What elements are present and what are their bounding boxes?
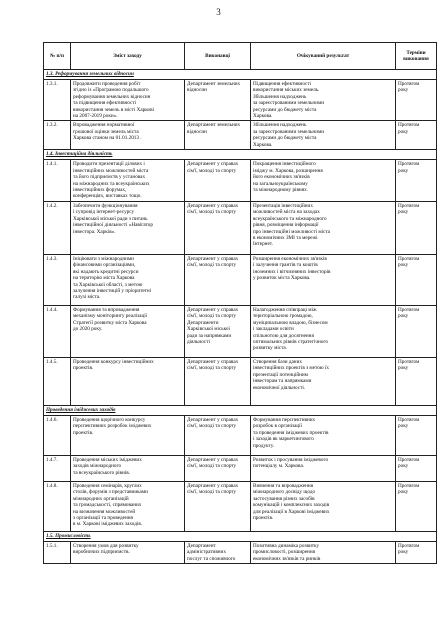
measure-text-line: перспективних розробок іміджевих xyxy=(73,423,152,430)
table-row xyxy=(44,305,437,357)
measure-text-cell xyxy=(71,455,185,481)
term-text-cell xyxy=(396,201,437,254)
result-text-line: проектів. xyxy=(253,514,274,521)
executors-text-line: сім'ї, молоді та спорту xyxy=(187,463,237,470)
measure-text-line: які надають кредитні ресурси xyxy=(73,268,139,275)
result-text-line: у розвиток міста Харкова. xyxy=(253,275,311,282)
executors-text-line: відносин xyxy=(187,128,207,135)
measure-text-line: Харкова станом на 01.01.2013 . xyxy=(73,135,142,142)
result-text-cell xyxy=(251,305,396,357)
measure-text-line: Харківської міської ради з питань xyxy=(73,215,148,222)
measure-text-line: столів, форумів з представниками xyxy=(73,489,148,496)
measure-text-line: Проведення конкурсу інвестиційних xyxy=(73,358,154,365)
term-text-line: Протягом xyxy=(398,358,420,365)
result-text-line: презентації потенційним xyxy=(253,371,308,378)
result-text-line: потенціалу м. Харкова. xyxy=(253,463,305,470)
section-title: 1.5. Промисловість xyxy=(44,531,437,541)
term-text-line: року xyxy=(398,128,409,135)
executors-text-line: сім'ї, молоді та спорту xyxy=(187,365,237,372)
term-text-line: Протягом xyxy=(398,456,420,463)
measure-text-line: та всеукраїнського рівнів. xyxy=(73,469,130,476)
measure-text-line: Забезпечити функціонування xyxy=(73,202,138,209)
result-text-line: муніципальною владою, бізнесом xyxy=(253,319,328,326)
page-number: 3 xyxy=(216,7,221,17)
measure-text-line: грошової оцінки земель міста xyxy=(73,128,139,135)
measure-text-line: Проведення щорічного конкурсу xyxy=(73,416,146,423)
executors-text-line: Департамент земельних xyxy=(187,81,241,87)
measure-text-line: та підвищення ефективності xyxy=(73,100,137,107)
result-text-line: Харкова. xyxy=(253,141,273,148)
table-row xyxy=(44,201,437,254)
measure-text-line: та громадськості, спрямованих xyxy=(73,502,142,509)
executors-text-line: Департамент у справах xyxy=(187,161,239,168)
executors-text-line: Департамент у справах xyxy=(187,358,239,365)
table-row xyxy=(44,121,437,150)
measure-text-line: до 2020 року. xyxy=(73,326,103,333)
measure-text-cell xyxy=(71,305,185,357)
result-text-line: можливостей міста на заходах xyxy=(253,209,320,216)
result-text-line: за зареєстрованими земельними xyxy=(253,100,325,107)
executors-text-cell xyxy=(185,415,251,455)
result-text-line: його економічних зв'язків xyxy=(253,174,310,181)
result-text-line: ресурсами до бюджету міста xyxy=(253,135,317,142)
result-text-cell xyxy=(251,254,396,305)
result-text-line: інвестиційних проектів з метою їх xyxy=(253,365,330,372)
executors-text-cell xyxy=(185,305,251,357)
measure-text-line: Продовжити проведення робіт xyxy=(73,81,141,87)
term-text-cell xyxy=(396,254,437,305)
term-text-line: року xyxy=(398,209,409,216)
executors-text-line: сім'ї, молоді та спорту xyxy=(187,209,237,216)
table-body xyxy=(44,70,437,564)
term-text-line: року xyxy=(398,463,409,470)
term-text-line: року xyxy=(398,87,409,94)
executors-text-line: ради за напрямками xyxy=(187,332,232,339)
result-text-cell xyxy=(251,481,396,531)
measure-text-line: Створення умов для розвитку xyxy=(73,542,139,549)
result-text-line: іноземних і вітчизняних інвесторів xyxy=(253,268,331,275)
result-text-line: Покращення інвестиційного xyxy=(253,161,316,168)
measure-text-cell xyxy=(71,357,185,405)
result-text-line: для реалізації в Харкові іміджевих xyxy=(253,508,330,515)
executors-text-line: Департамент у справах xyxy=(187,482,239,489)
executors-text-line: Департамент у справах xyxy=(187,456,239,463)
result-text-line: Харкова. xyxy=(253,113,273,120)
measure-text-line: та Харківської області, з метою xyxy=(73,281,143,288)
executors-text-line: Департамент у справах xyxy=(187,416,239,423)
result-text-line: Вивчення та впровадження xyxy=(253,482,314,489)
table-header-row xyxy=(44,43,437,70)
result-text-line: і залучення грантів та коштів xyxy=(253,262,318,269)
executors-text-line: Департамент у справах xyxy=(187,255,239,262)
result-text-cell xyxy=(251,415,396,455)
result-text-line: та проведення іміджевих проектів xyxy=(253,429,329,436)
row-number: 1.4.2. xyxy=(44,201,71,254)
result-text-line: застосування різних засобів xyxy=(253,495,315,502)
plan-table xyxy=(43,42,437,564)
measure-text-cell xyxy=(71,541,185,563)
term-text-cell xyxy=(396,481,437,531)
measure-text-line: конференціях, виставках тощо. xyxy=(73,193,142,200)
term-text-line: року xyxy=(398,423,409,430)
measure-text-cell xyxy=(71,481,185,531)
executors-text-line: Департамент земельних xyxy=(187,122,241,129)
result-text-cell xyxy=(251,121,396,150)
executors-text-cell xyxy=(185,201,251,254)
section-row xyxy=(44,150,437,160)
executors-text-line: Департаменти xyxy=(187,319,219,326)
header-number: № п/п xyxy=(44,43,71,70)
section-row xyxy=(44,70,437,80)
measure-text-line: використання земель в місті Харкові xyxy=(73,106,154,113)
result-text-line: Збільшення надходжень xyxy=(253,122,307,129)
measure-text-line: проектів. xyxy=(73,429,94,436)
result-text-line: територіальною громадою, xyxy=(253,313,313,320)
term-text-line: Протягом xyxy=(398,306,420,313)
result-text-cell xyxy=(251,541,396,563)
term-text-line: року xyxy=(398,549,409,556)
executors-text-cell xyxy=(185,254,251,305)
row-number: 1.3.1. xyxy=(44,80,71,121)
result-text-line: іміджу м. Харкова, розширення xyxy=(253,167,323,174)
result-text-line: міжнародного досвіду щодо xyxy=(253,489,316,496)
measure-text-line: з організації та проведення xyxy=(73,514,133,521)
table-row xyxy=(44,541,437,563)
result-text-line: Розвиток і просування іміджевого xyxy=(253,456,329,463)
row-number: 1.4.6. xyxy=(44,415,71,455)
term-text-line: Протягом xyxy=(398,122,420,129)
measure-text-line: згідно із «Програмою подальшого xyxy=(73,87,149,94)
measure-text-line: інвестиційних форумах, xyxy=(73,187,127,194)
result-text-line: і заходів як маркетингового xyxy=(253,436,314,443)
executors-text-line: сім'ї, молоді та спорту xyxy=(187,313,237,320)
executors-text-line: сім'ї, молоді та спорту xyxy=(187,423,237,430)
table-row xyxy=(44,160,437,201)
term-text-line: року xyxy=(398,489,409,496)
executors-text-line: Департамент xyxy=(187,542,216,549)
term-text-line: Протягом xyxy=(398,202,420,209)
result-text-line: Розширення економічних зв'язків xyxy=(253,255,327,262)
result-text-line: розробок в організації xyxy=(253,423,303,430)
term-text-line: Протягом xyxy=(398,161,420,168)
measure-text-line: Ініціювати з міжнародними xyxy=(73,255,134,262)
term-text-cell xyxy=(396,455,437,481)
executors-text-cell xyxy=(185,455,251,481)
row-number: 1.5.1. xyxy=(44,541,71,563)
section-title: Проведення іміджевих заходів xyxy=(44,405,437,415)
term-text-cell xyxy=(396,160,437,201)
result-text-line: інвесторам та напрямками xyxy=(253,378,312,385)
executors-text-cell xyxy=(185,541,251,563)
term-text-line: року xyxy=(398,313,409,320)
executors-text-cell xyxy=(185,357,251,405)
executors-text-line: сім'ї, молоді та спорту xyxy=(187,489,237,496)
header-term: Терміни виконання xyxy=(396,43,437,70)
term-text-cell xyxy=(396,80,437,121)
measure-text-line: міжнародних організацій xyxy=(73,495,129,502)
executors-text-cell xyxy=(185,481,251,531)
result-text-line: Формування перспективних xyxy=(253,416,316,423)
row-number: 1.4.8. xyxy=(44,481,71,531)
measure-text-line: Впровадження нормативної xyxy=(73,122,135,129)
executors-text-cell xyxy=(185,160,251,201)
result-text-line: економічної діяльності. xyxy=(253,384,306,391)
measure-text-line: реформування земельних відносин xyxy=(73,93,151,100)
section-row xyxy=(44,405,437,415)
executors-text-line: адміністративних xyxy=(187,549,226,556)
term-text-line: Протягом xyxy=(398,482,420,489)
measure-text-line: галузі міста. xyxy=(73,294,101,301)
table-row xyxy=(44,455,437,481)
section-title: 1.4. Інвестиційна діяльність xyxy=(44,150,437,160)
measure-text-line: залучення інвестицій у пріоритетні xyxy=(73,287,152,294)
result-text-cell xyxy=(251,160,396,201)
measure-text-line: Проведення семінарів, круглих xyxy=(73,482,142,489)
measure-text-cell xyxy=(71,80,185,121)
result-text-line: Налагодження співпраці між xyxy=(253,306,317,313)
executors-text-line: Департамент у справах xyxy=(187,202,239,209)
row-number: 1.4.4. xyxy=(44,305,71,357)
result-text-cell xyxy=(251,455,396,481)
table-row xyxy=(44,357,437,405)
measure-text-line: інвестиційних можливостей міста xyxy=(73,167,149,174)
measure-text-line: на територію міста Харкова xyxy=(73,275,135,282)
measure-text-line: інвестиційної діяльності «Навігатор xyxy=(73,222,153,229)
term-text-cell xyxy=(396,541,437,563)
term-text-cell xyxy=(396,357,437,405)
row-number: 1.4.1. xyxy=(44,160,71,201)
measure-text-cell xyxy=(71,254,185,305)
result-text-line: і закладами освіти xyxy=(253,326,294,333)
result-text-line: продукту. xyxy=(253,442,275,449)
measure-text-line: інвестора. Харків». xyxy=(73,228,116,235)
header-result: Очікуваний результат xyxy=(251,43,396,70)
measure-text-line: заходів міжнародного xyxy=(73,463,122,470)
result-text-line: Збільшення надходжень xyxy=(253,93,307,100)
result-text-line: Підвищення ефективності xyxy=(253,81,312,87)
result-text-line: на загальноукраїнському xyxy=(253,180,308,187)
result-text-line: використання міських земель. xyxy=(253,87,320,94)
result-text-line: за зареєстрованими земельними xyxy=(253,128,325,135)
term-text-line: року xyxy=(398,365,409,372)
result-text-cell xyxy=(251,201,396,254)
term-text-line: Протягом xyxy=(398,416,420,423)
measure-text-line: на міжнародних та всеукраїнських xyxy=(73,180,150,187)
executors-text-line: Харківської міської xyxy=(187,326,230,333)
result-text-line: всеукраїнського та міжнародного xyxy=(253,215,327,222)
executors-text-line: відносин xyxy=(187,87,207,94)
measure-text-line: та його підприємств у установах xyxy=(73,174,146,181)
header-executors: Виконавці xyxy=(185,43,251,70)
executors-text-line: сім'ї, молоді та спорту xyxy=(187,167,237,174)
result-text-line: комунікацій і комплексних заходів xyxy=(253,502,330,509)
row-number: 1.4.7. xyxy=(44,455,71,481)
executors-text-cell xyxy=(185,80,251,121)
measure-text-line: Проводити презентації ділових і xyxy=(73,161,145,168)
measure-text-line: Проведення міських іміджевих xyxy=(73,456,142,463)
result-text-line: Інтернет. xyxy=(253,241,273,248)
result-text-line: ресурсами до бюджету міста xyxy=(253,106,317,113)
measure-text-line: фінансовими організаціями, xyxy=(73,262,136,269)
row-number: 1.4.5. xyxy=(44,357,71,405)
term-text-cell xyxy=(396,121,437,150)
result-text-line: рівня, розміщення інформації xyxy=(253,222,319,229)
result-text-line: про інвестиційні можливості міста xyxy=(253,228,330,235)
measure-text-line: в м. Харкові іміджевих заходів. xyxy=(73,521,143,528)
term-text-line: року xyxy=(398,262,409,269)
result-text-line: в економічних ЗМІ та мережі xyxy=(253,234,318,241)
term-text-line: Протягом xyxy=(398,255,420,262)
result-text-line: оптимальних рівнів стратегічного xyxy=(253,338,328,345)
result-text-line: Позитивна динаміка розвитку xyxy=(253,542,320,549)
result-text-line: та міжнародному рівнях. xyxy=(253,187,308,194)
measure-text-line: проектів. xyxy=(73,365,94,372)
result-text-line: промисловості, розширення xyxy=(253,549,315,556)
table-row xyxy=(44,80,437,121)
measure-text-cell xyxy=(71,121,185,150)
result-text-line: розвитку міста. xyxy=(253,345,288,352)
table-row xyxy=(44,254,437,305)
result-text-line: Створення бази даних xyxy=(253,358,302,365)
measure-text-cell xyxy=(71,201,185,254)
executors-text-line: діяльності xyxy=(187,338,210,345)
measure-text-line: механізму моніторингу реалізації xyxy=(73,313,148,320)
term-text-line: року xyxy=(398,167,409,174)
table-row xyxy=(44,415,437,455)
measure-text-line: на 2007-2019 роки». xyxy=(73,113,118,120)
result-text-line: спільнотою для досягнення xyxy=(253,332,314,339)
measure-text-line: на визначення можливостей xyxy=(73,508,136,515)
result-text-cell xyxy=(251,357,396,405)
row-number: 1.4.3. xyxy=(44,254,71,305)
measure-text-cell xyxy=(71,415,185,455)
section-row xyxy=(44,531,437,541)
measure-text-line: виробничих підприємств. xyxy=(73,549,130,556)
measure-text-line: і супровід інтернет-ресурсу xyxy=(73,209,135,216)
term-text-cell xyxy=(396,305,437,357)
measure-text-line: Формування та впровадження xyxy=(73,306,140,313)
term-text-cell xyxy=(396,415,437,455)
measure-text-cell xyxy=(71,160,185,201)
header-measure: Зміст заходу xyxy=(71,43,185,70)
term-text-line: Протягом xyxy=(398,542,420,549)
table-row xyxy=(44,481,437,531)
term-text-line: Протягом xyxy=(398,81,420,87)
section-title: 1.3. Реформування земельних відносин xyxy=(44,70,437,80)
measure-text-line: Стратегії розвитку міста Харкова xyxy=(73,319,147,326)
result-text-line: економічних зв'язків та ринків xyxy=(253,555,321,562)
result-text-cell xyxy=(251,80,396,121)
executors-text-cell xyxy=(185,121,251,150)
row-number: 1.3.2. xyxy=(44,121,71,150)
executors-text-line: сім'ї, молоді та спорту xyxy=(187,262,237,269)
executors-text-line: послуг та споживчого xyxy=(187,555,236,562)
executors-text-line: Департамент у справах xyxy=(187,306,239,313)
result-text-line: Презентація інвестиційних xyxy=(253,202,313,209)
